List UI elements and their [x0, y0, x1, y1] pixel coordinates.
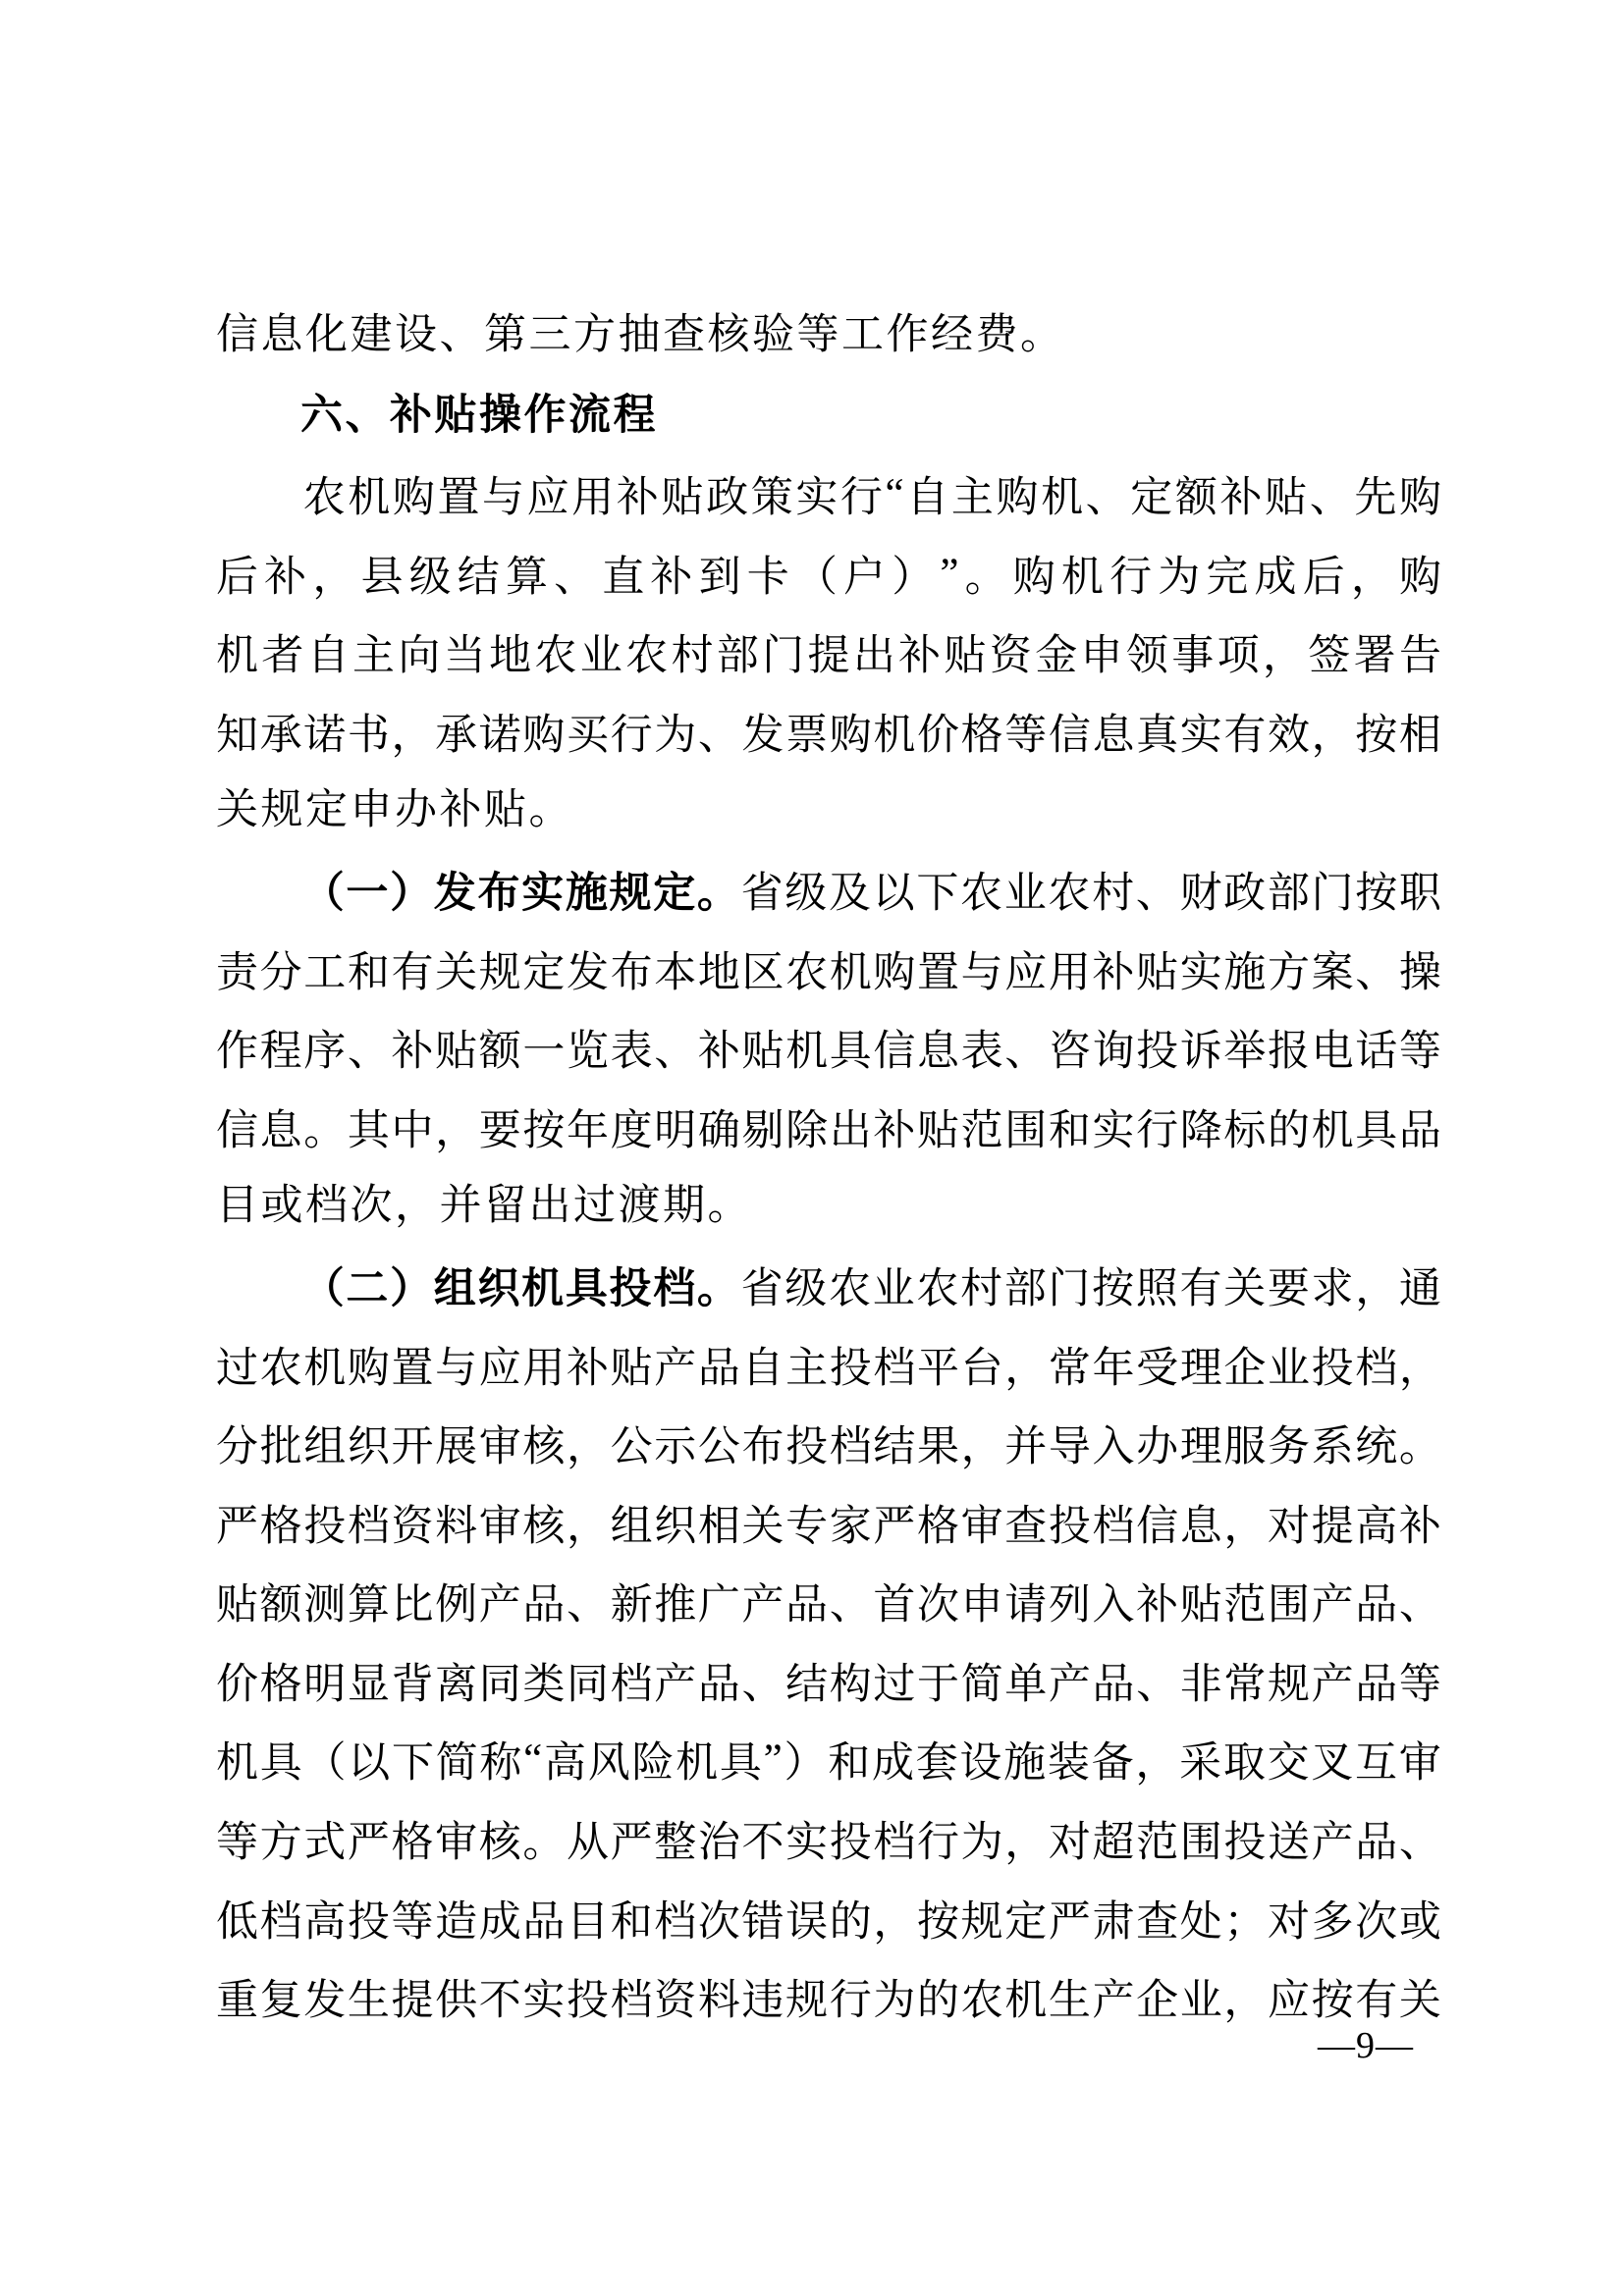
- text-line: 过 农 机 购 置 与 应 用 补 贴 产 品 自 主 投 档 平 台 ， 常 年 受 理 企 业 投 档 ，: [216, 1345, 1441, 1392]
- text-line: 严 格 投 档 资 料 审 核 ， 组 织 相 关 专 家 严 格 审 查 投 档 信 息 ， 对 提 高 补: [216, 1503, 1441, 1550]
- text-line: 知 承 诺 书 ， 承 诺 购 买 行 为 、 发 票 购 机 价 格 等 信 息 真 实 有 效 ， 按 相: [216, 712, 1441, 759]
- text-line: 机 者 自 主 向 当 地 农 业 农 村 部 门 提 出 补 贴 资 金 申 领 事 项 ， 签 署 告: [216, 633, 1441, 680]
- document-content: [216, 296, 1441, 2037]
- text-line: 贴 额 测 算 比 例 产 品 、 新 推 广 产 品 、 首 次 申 请 列 入 补 贴 范 围 产 品 、: [216, 1582, 1441, 1629]
- text-line: 农 机 购 置 与 应 用 补 贴 政 策 实 行 “ 自 主 购 机 、 定 额 补 贴 、 先 购: [302, 470, 1441, 521]
- text-line: 分 批 组 织 开 展 审 核 ， 公 示 公 布 投 档 结 果 ， 并 导 入 办 理 服 务 系 统 。: [216, 1424, 1441, 1471]
- text-line: 信 息 。 其 中 ， 要 按 年 度 明 确 剔 除 出 补 贴 范 围 和 实 行 降 标 的 机 具 品: [216, 1107, 1441, 1154]
- text-line: （ 一 ） 发 布 实 施 规 定 。 省 级 及 以 下 农 业 农 村 、 财 政 部 门 按 职: [301, 869, 1441, 917]
- text-line: 重 复 发 生 提 供 不 实 投 档 资 料 违 规 行 为 的 农 机 生 产 企 业 ， 应 按 有 关: [216, 1978, 1441, 2025]
- text-line: 作 程 序 、 补 贴 额 一 览 表 、 补 贴 机 具 信 息 表 、 咨 询 投 诉 举 报 电 话 等: [216, 1029, 1441, 1076]
- text-line: 价 格 明 显 背 离 同 类 同 档 产 品 、 结 构 过 于 简 单 产 品 、 非 常 规 产 品 等: [216, 1661, 1441, 1708]
- page-number: —9—: [1318, 2025, 1414, 2066]
- text-line: 低 档 高 投 等 造 成 品 目 和 档 次 错 误 的 ， 按 规 定 严 肃 查 处 ； 对 多 次 或: [216, 1898, 1441, 1946]
- text-line: 机 具 （ 以 下 简 称 “ 高 风 险 机 具 ” ） 和 成 套 设 施 装 备 ， 采 取 交 叉 互 审: [216, 1736, 1441, 1788]
- text-line: 目或档次，并留出过渡期。: [216, 1182, 752, 1229]
- text-line: （ 二 ） 组 织 机 具 投 档 。 省 级 农 业 农 村 部 门 按 照 有 关 要 求 ， 通: [301, 1264, 1441, 1312]
- text-line: 后 补 ， 县 级 结 算 、 直 补 到 卡 （ 户 ） ” 。 购 机 行 为 完 成 后 ， 购: [216, 550, 1441, 601]
- text-line: 关规定申办补贴。: [216, 786, 573, 833]
- text-line: 责 分 工 和 有 关 规 定 发 布 本 地 区 农 机 购 置 与 应 用 补 贴 实 施 方 案 、 操: [216, 949, 1441, 996]
- text-line: 等 方 式 严 格 审 核 。 从 严 整 治 不 实 投 档 行 为 ， 对 超 范 围 投 送 产 品 、: [216, 1820, 1441, 1867]
- text-line: 六、补贴操作流程: [300, 391, 658, 439]
- text-line: 信息化建设、第三方抽查核验等工作经费。: [216, 312, 1065, 358]
